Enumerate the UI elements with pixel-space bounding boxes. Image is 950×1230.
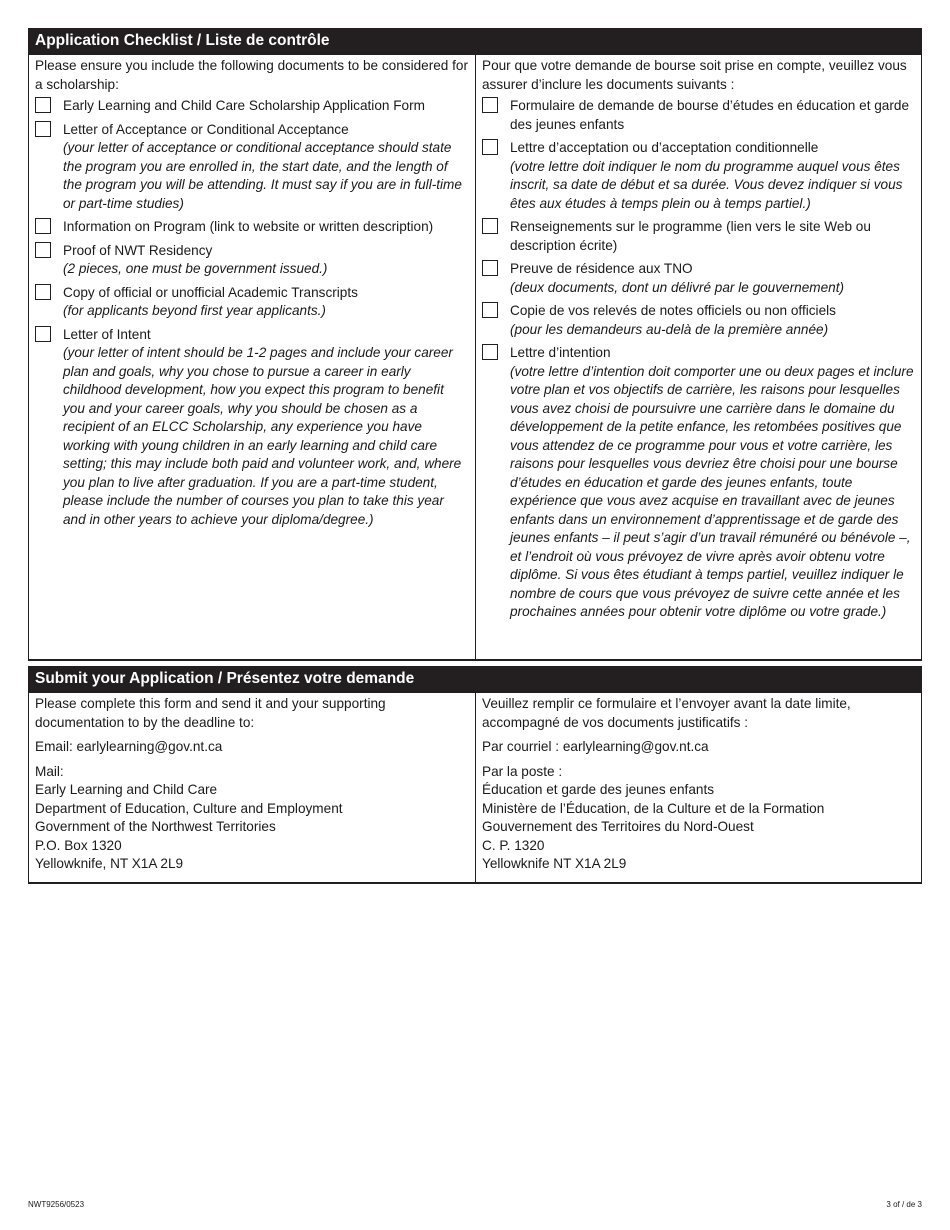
item-label: Renseignements sur le programme (lien vers le site Web ou description écrite) [510,219,871,253]
checklist-item-en-acceptance-letter [35,121,469,214]
item-label: Letter of Acceptance or Conditional Acceptance [63,121,349,137]
checkbox-program-info-fr[interactable] [482,218,498,234]
item-label: Copie de vos relevés de notes officiels ou non officiels [510,303,836,318]
submit-intro-en: Please complete this form and send it and your supporting documentation to by the deadline to: [35,696,386,730]
item-label: Proof of NWT Residency [63,242,213,258]
checkbox-transcripts-fr[interactable] [482,302,498,318]
checklist-item-fr-residency [482,260,915,297]
checklist-intro-en: Please ensure you include the following documents to be considered for a scholarship: [35,58,469,92]
address-line: P.O. Box 1320 [35,837,122,853]
address-line: Gouvernement des Territoires du Nord-Ouest [482,819,754,834]
address-line: Department of Education, Culture and Employment [35,800,343,816]
item-note: (2 pieces, one must be government issued.) [63,261,328,276]
checkbox-letter-of-intent-fr[interactable] [482,344,498,360]
item-label: Letter of Intent [63,326,151,342]
checkbox-transcripts-en[interactable] [35,284,51,300]
checklist-item-en-transcripts [35,284,469,321]
checklist-intro-fr: Pour que votre demande de bourse soit prise en compte, veuillez vous assurer d’inclure les documents suivants : [482,58,907,92]
checklist-item-fr-letter-of-intent [482,344,915,622]
checkbox-residency-en[interactable] [35,242,51,258]
submit-english-column [29,693,476,882]
submit-email-fr[interactable]: Par courriel : earlylearning@gov.nt.ca [482,739,709,754]
item-note: (votre lettre doit indiquer le nom du programme auquel vous êtes inscrit, sa date de début et sa durée. Vous devez indiquer si vous êtes aux études à temps plein ou à temps partiel.) [510,158,903,211]
address-line: C. P. 1320 [482,837,545,853]
item-label: Formulaire de demande de bourse d’études en éducation et garde des jeunes enfants [510,98,910,132]
submit-email-en[interactable]: Email: earlylearning@gov.nt.ca [35,739,223,754]
address-line: Éducation et garde des jeunes enfants [482,782,715,797]
checklist-item-en-application-form [35,97,469,116]
address-line: Early Learning and Child Care [35,782,218,797]
item-label: Information on Program (link to website or written description) [63,219,434,234]
checkbox-application-form-fr[interactable] [482,97,498,113]
checklist-item-fr-transcripts [482,302,915,339]
page-number: 3 of / de 3 [886,1200,922,1209]
item-note: (for applicants beyond first year applicants.) [63,303,326,318]
submit-title: Submit your Application / Présentez votre demande [29,666,921,693]
item-label: Preuve de résidence aux TNO [510,261,693,276]
item-label: Lettre d’intention [510,345,611,360]
item-label: Copy of official or unofficial Academic Transcripts [63,284,358,300]
checklist-english-column [29,55,476,659]
address-line: Yellowknife NT X1A 2L9 [482,856,627,871]
item-label: Early Learning and Child Care Scholarship Application Form [63,98,425,113]
submit-french-column [476,693,921,882]
item-note: (deux documents, dont un délivré par le gouvernement) [510,279,844,295]
checkbox-acceptance-letter-fr[interactable] [482,139,498,155]
address-line: Government of the Northwest Territories [35,819,276,834]
submit-application-section [28,666,922,884]
mail-label: Par la poste : [482,763,563,779]
address-line: Ministère de l’Éducation, de la Culture et de la Formation [482,800,825,816]
checklist-french-column [476,55,921,659]
mail-label: Mail: [35,763,64,779]
address-line: Yellowknife, NT X1A 2L9 [35,856,184,871]
submit-intro-fr: Veuillez remplir ce formulaire et l’envoyer avant la date limite, accompagné de vos documents justificatifs : [482,696,851,730]
item-note: (your letter of acceptance or conditional acceptance should state the program you are enrolled in, the start date, and the length of the program you will be attending. It must say if you are in full-time or part-time studies) [63,140,462,211]
checklist-title: Application Checklist / Liste de contrôle [29,28,921,55]
item-note: (votre lettre d’intention doit comporter une ou deux pages et inclure votre plan et vos objectifs de carrière, les raisons pour lesquelles vous avez choisi de poursuivre une carrière dans le domaine du développement de la petite enfance, les retombées positives que vous attendez de ce programme pour vous et votre carrière, les raisons pour lesquelles vous devriez être choisi pour une bourse d’études en éducation et garde des jeunes enfants, toute expérience que vous avez acquise en travaillant avec de jeunes enfants dans un environnement d’apprentissage et de garde des jeunes enfants – il peut s’agir d’un travail rémunéré ou bénévole –, et l’endroit où vous prévoyez de vivre après avoir obtenu votre diplôme. Si vous êtes étudiant à temps partiel, veuillez indiquer le nombre de cours que vous prévoyez de suivre cette année et les prochaines années pour obtenir votre diplôme ou votre grade.) [510,363,914,619]
checklist-item-fr-application-form [482,97,915,134]
checklist-item-en-residency [35,242,469,279]
checkbox-application-form-en[interactable] [35,97,51,113]
checklist-item-fr-acceptance-letter [482,139,915,213]
checkbox-letter-of-intent-en[interactable] [35,326,51,342]
form-number: NWT9256/0523 [28,1200,85,1209]
checklist-item-en-program-info [35,218,469,237]
checklist-item-en-letter-of-intent [35,326,469,530]
item-note: (your letter of intent should be 1-2 pages and include your career plan and goals, why you chose to pursue a career in early childhood development, how you expect this program to benefit you and your career goals, why you should be chosen as a recipient of an ELCC Scholarship, any experience you have working with young children in an early learning and child care setting; this may include both paid and volunteer work, and, where you plan to live after graduation. If you are a part-time student, please include the number of courses you plan to take this year and in other years to achieve your diploma/degree.) [63,345,462,527]
item-note: (pour les demandeurs au-delà de la première année) [510,321,829,337]
checkbox-acceptance-letter-en[interactable] [35,121,51,137]
checkbox-program-info-en[interactable] [35,218,51,234]
checkbox-residency-fr[interactable] [482,260,498,276]
application-checklist-section [28,28,922,661]
mailing-address-en [35,763,469,874]
checklist-item-fr-program-info [482,218,915,255]
mailing-address-fr [482,763,915,874]
item-label: Lettre d’acceptation ou d’acceptation conditionnelle [510,140,819,155]
